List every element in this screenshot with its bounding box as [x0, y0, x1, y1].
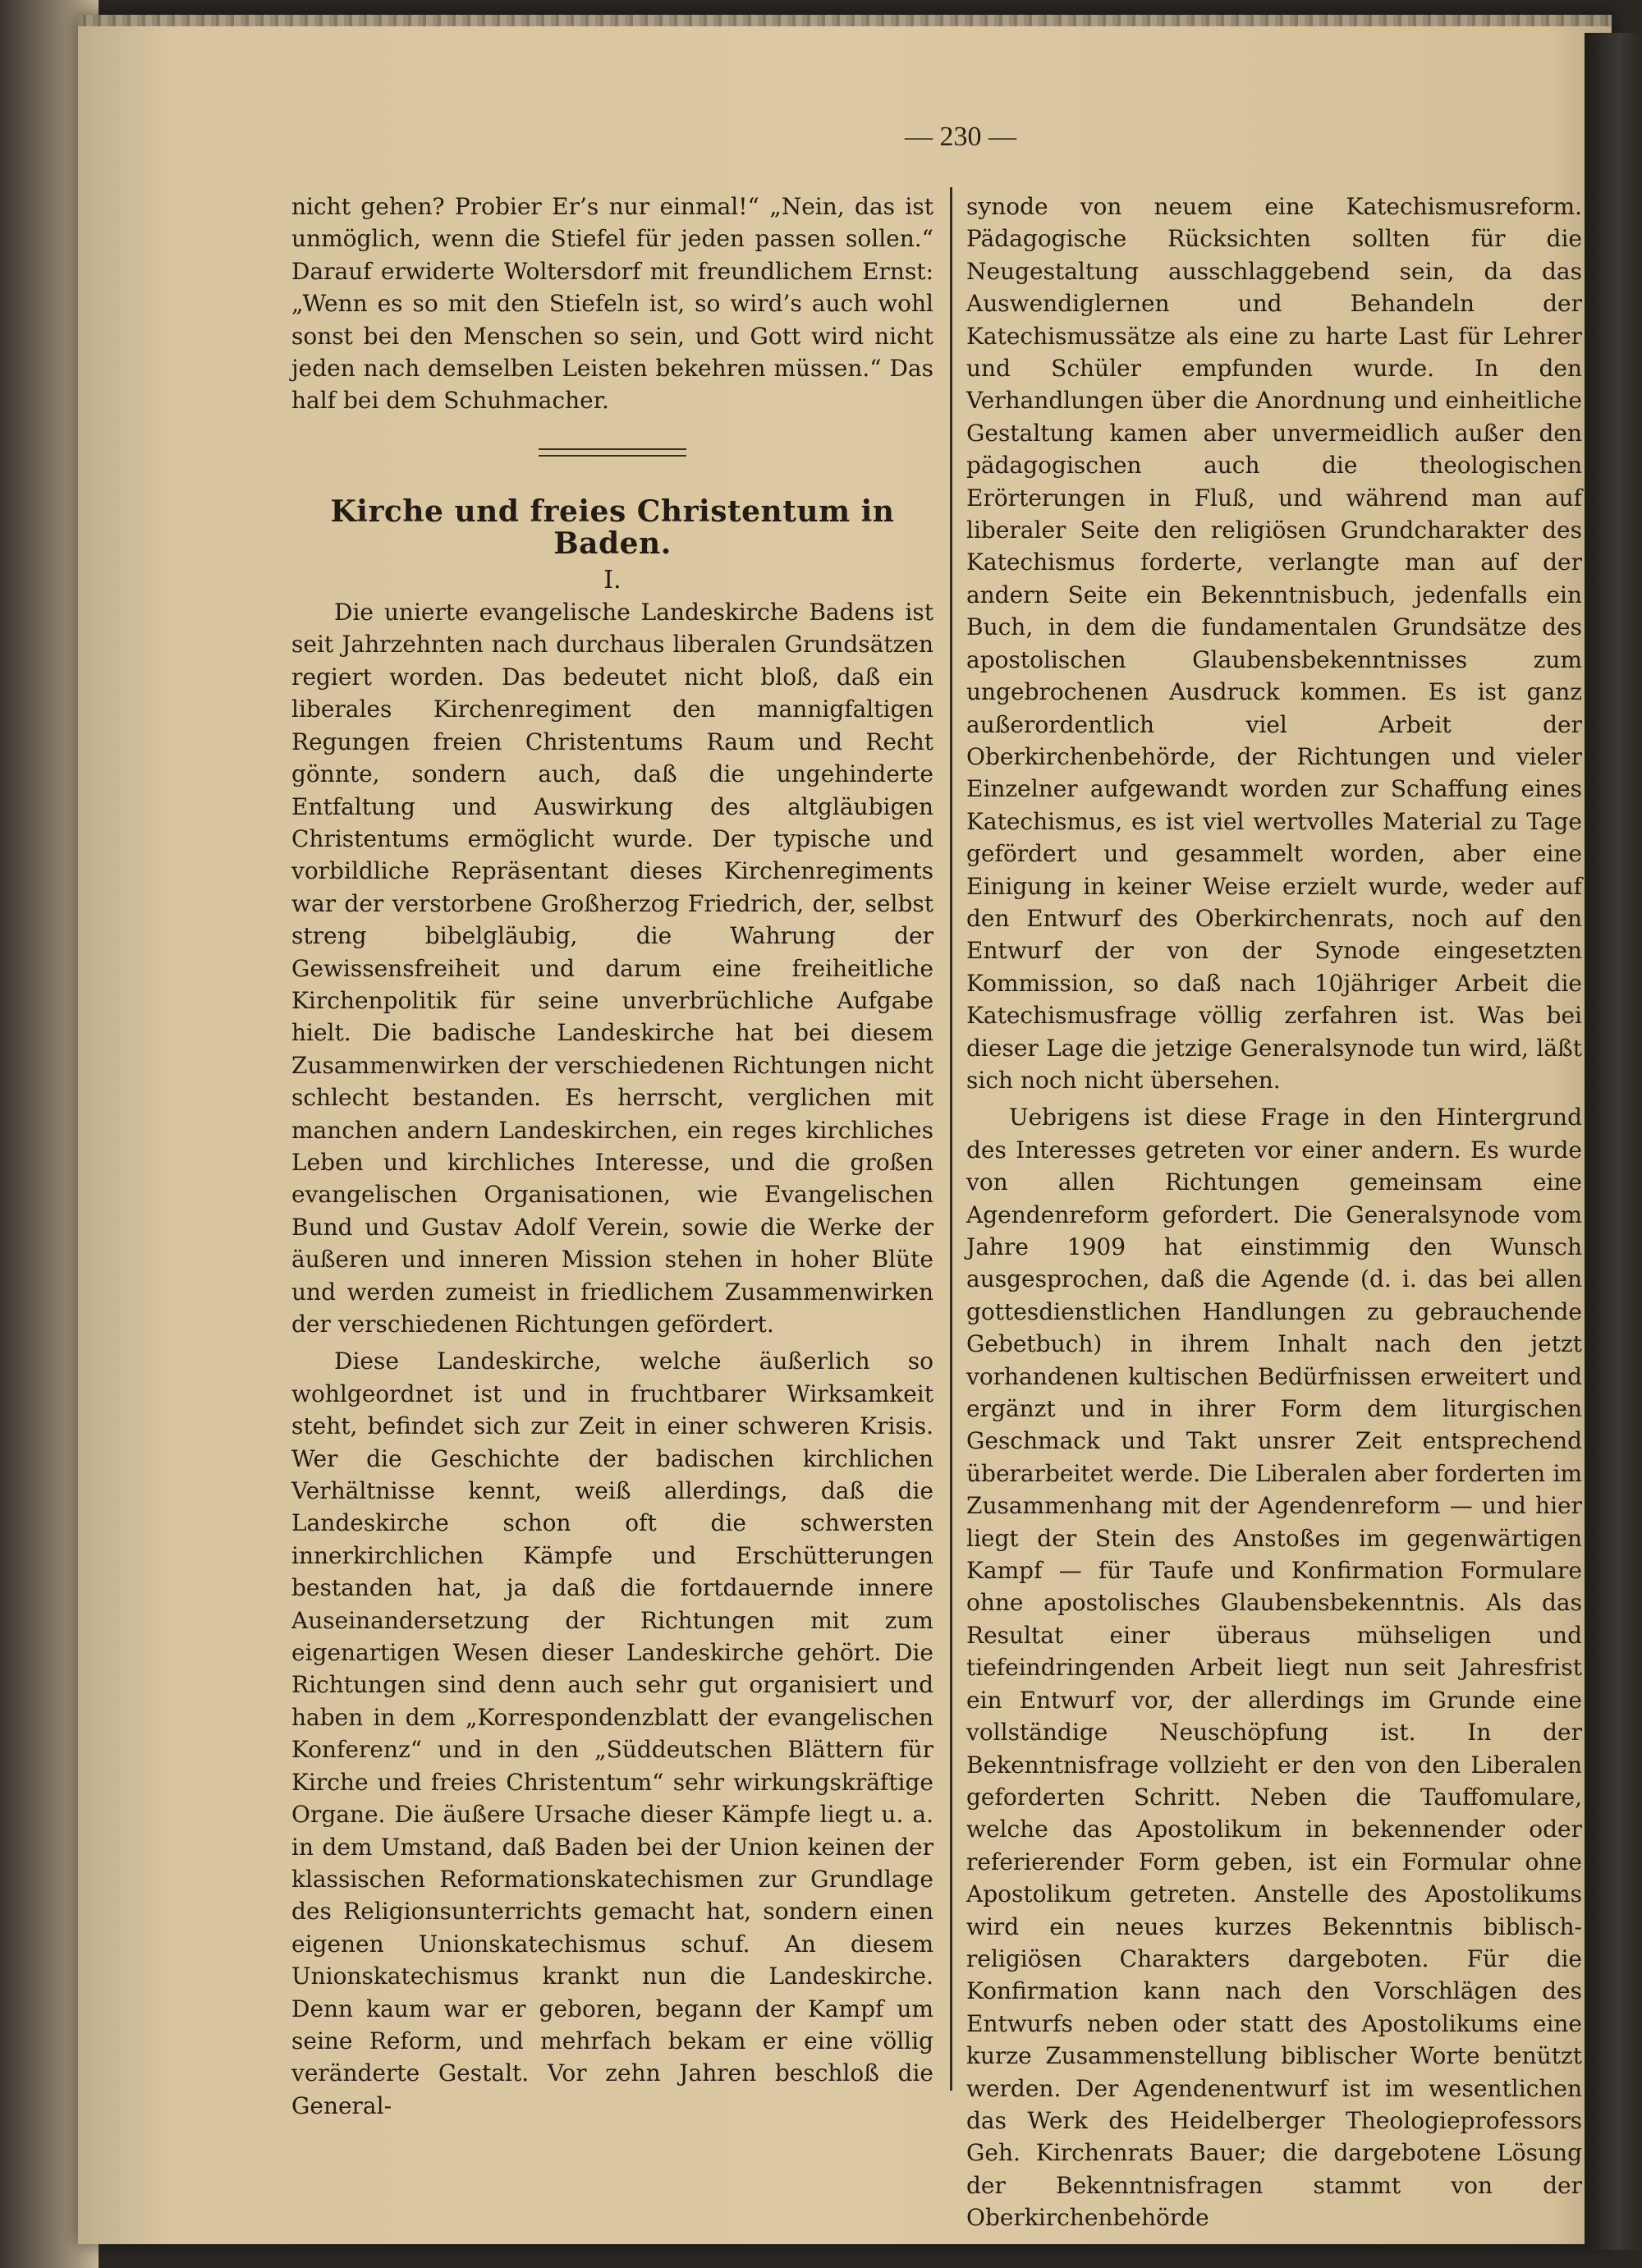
page-top-edge	[78, 15, 1612, 26]
section-number: I.	[603, 565, 621, 595]
article-heading: Kirche und freies Christentum in Baden.	[330, 494, 895, 562]
page-gutter-shadow	[1585, 33, 1642, 2250]
paragraph: Uebrigens ist diese Frage in den Hintergrund des Interesses getreten vor einer andern. Es wurde von allen Richtungen gemeinsam eine Agendenreform gefordert. Die Generalsynode vom Jahre 1909 hat einstimmig den Wunsch ausgesprochen, daß die Agende (d. i. das bei allen gottesdienstlichen Handlungen zu gebrauchende Gebetbuch) in ihrem Inhalt nach den jetzt vorhandenen kultischen Bedürfnissen erweitert und ergänzt und in ihrer Form dem liturgischen Geschmack und Takt unsrer Zeit entsprechend überarbeitet werde. Die Liberalen aber forderten im Zusammenhang mit der Agendenreform — und hier liegt der Stein des Anstoßes im gegenwärtigen Kampf — für Taufe und Konfirmation Formulare ohne apostolisches Glaubensbekenntnis. Als das Resultat einer überaus mühseligen und tiefeindringenden Arbeit liegt nun seit Jahresfrist ein Entwurf vor, der allerdings im Grunde eine vollständige Neuschöpfung ist. In der Bekenntnisfrage vollzieht er den von den Liberalen geforderten Schritt. Neben die Tauffomulare, welche das Apostolikum in bekennender oder referierender Form geben, ist ein Formular ohne Apostolikum getreten. Anstelle des Apostolikums wird ein neues kurzes Bekenntnis biblisch-religiösen Charakters dargeboten. Für die Konfirmation kann nach den Vorschlägen des Entwurfs neben oder statt des Apostolikums eine kurze Zusammenstellung biblischer Worte benützt werden. Der Agendenentwurf ist im wesentlichen das Werk des Heidelberger Theologieprofessors Geh. Kirchenrats Bauer; die dargebotene Lösung der Bekenntnisfragen stammt von der Oberkirchenbehörde	[966, 1104, 1582, 2232]
page-number: — 230 —	[905, 122, 1016, 152]
left-column	[291, 191, 933, 2122]
column-rule	[950, 187, 952, 2091]
paragraph: synode von neuem eine Katechismusreform. Pädagogische Rücksichten sollten für die Neugestaltung ausschlaggebend sein, da das Auswendiglernen und Behandeln der Katechismussätze als eine zu harte Last für Lehrer und Schüler empfunden wurde. In den Verhandlungen über die Anordnung und einheitliche Gestaltung kamen aber unvermeidlich außer den pädagogischen auch die theologischen Erörterungen in Fluß, und während man auf liberaler Seite den religiösen Grundcharakter des Katechismus forderte, verlangte man auf der andern Seite ein Bekenntnisbuch, jedenfalls ein Buch, in dem die fundamentalen Grundsätze des apostolischen Glaubensbekenntnisses zum ungebrochenen Ausdruck kommen. Es ist ganz außerordentlich viel Arbeit der Oberkirchenbehörde, der Richtungen und vieler Einzelner aufgewandt worden zur Schaffung eines Katechismus, es ist viel wertvolles Material zu Tage gefördert und gesammelt worden, aber eine Einigung in keiner Weise erzielt wurde, weder auf den Entwurf des Oberkirchenrats, noch auf den Entwurf der von der Synode eingesetzten Kommission, so daß nach 10jähriger Arbeit die Katechismusfrage völlig zerfahren ist. Was bei dieser Lage die jetzige Generalsynode tun wird, läßt sich noch nicht übersehen.	[966, 193, 1582, 1094]
right-column	[966, 191, 1582, 2234]
section-divider	[539, 448, 686, 457]
paragraph: Diese Landeskirche, welche äußerlich so wohlgeordnet ist und in fruchtbarer Wirksamkeit steht, befindet sich zur Zeit in einer schweren Krisis. Wer die Geschichte der badischen kirchlichen Verhältnisse kennt, weiß allerdings, daß die Landeskirche schon oft die schwersten innerkirchlichen Kämpfe und Erschütterungen bestanden hat, ja daß die fortdauernde innere Auseinandersetzung der Richtungen mit zum eigenartigen Wesen dieser Landeskirche gehört. Die Richtungen sind denn auch sehr gut organisiert und haben in dem „Korrespondenzblatt der evangelischen Konferenz“ und in den „Süddeutschen Blättern für Kirche und freies Christentum“ sehr wirkungskräftige Organe. Die äußere Ursache dieser Kämpfe liegt u. a. in dem Umstand, daß Baden bei der Union keinen der klassischen Reformationskatechismen zur Grundlage des Religionsunterrichts gemacht hat, sondern einen eigenen Unionskatechismus schuf. An diesem Unionskatechismus krankt nun die Landeskirche. Denn kaum war er geboren, begann der Kampf um seine Reform, und mehrfach bekam er eine völlig veränderte Gestalt. Vor zehn Jahren beschloß die General-	[291, 1347, 933, 2119]
paragraph: Die unierte evangelische Landeskirche Badens ist seit Jahrzehnten nach durchaus liberalen Grundsätzen regiert worden. Das bedeutet nicht bloß, daß ein liberales Kirchenregiment den mannigfaltigen Regungen freien Christentums Raum und Recht gönnte, sondern auch, daß die ungehinderte Entfaltung und Auswirkung des altgläubigen Christentums ermöglicht wurde. Der typische und vorbildliche Repräsentant dieses Kirchenregiments war der verstorbene Großherzog Friedrich, der, selbst streng bibelgläubig, die Wahrung der Gewissensfreiheit und darum eine freiheitliche Kirchenpolitik für seine unverbrüchliche Aufgabe hielt. Die badische Landeskirche hat bei diesem Zusammenwirken der verschiedenen Richtungen nicht schlecht bestanden. Es herrscht, verglichen mit manchen andern Landeskirchen, ein reges kirchliches Leben und kirchliches Interesse, und die großen evangelischen Organisationen, wie Evangelischen Bund und Gustav Adolf Verein, sowie die Werke der äußeren und inneren Mission stehen in hoher Blüte und werden zumeist in friedlichem Zusammenwirken der verschiedenen Richtungen gefördert.	[291, 599, 933, 1338]
carryover-paragraph: nicht gehen? Probier Er’s nur einmal!“ „Nein, das ist unmöglich, wenn die Stiefel für jeden passen sollen.“ Darauf erwiderte Woltersdorf mit freundlichem Ernst: „Wenn es so mit den Stiefeln ist, so wird’s auch wohl sonst bei den Menschen so sein, und Gott wird nicht jeden nach demselben Leisten bekehren müssen.“ Das half bei dem Schuhmacher.	[291, 193, 933, 415]
